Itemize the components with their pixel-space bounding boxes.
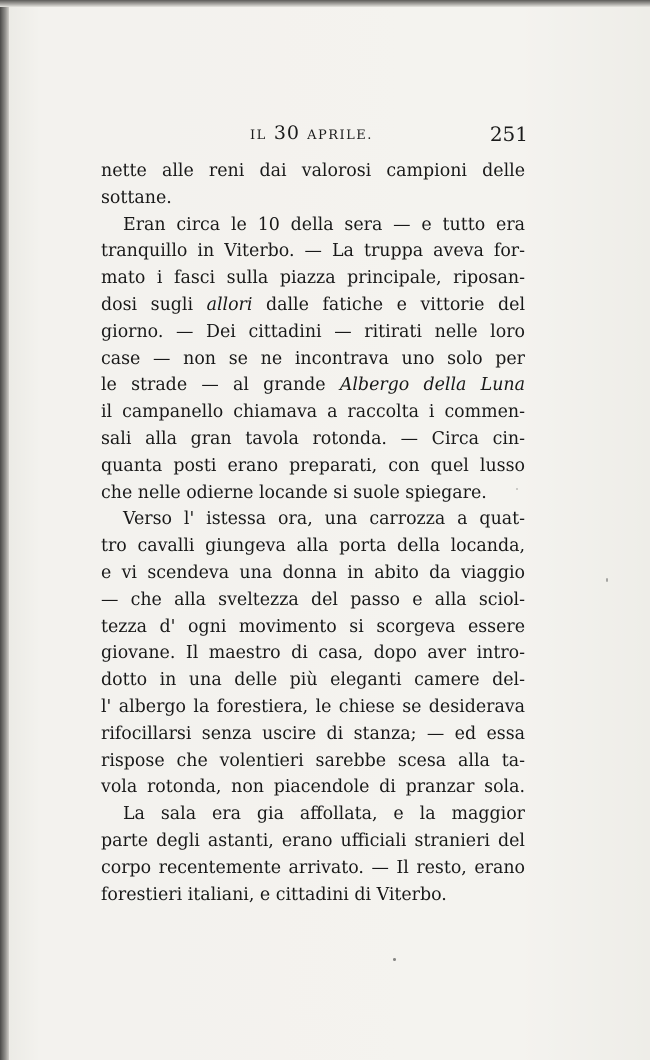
- text-line: sali alla gran tavola rotonda. — Circa cin-: [101, 428, 525, 449]
- text-line: Verso l' istessa ora, una carrozza a quat-: [123, 509, 525, 530]
- text-line: — che alla sveltezza del passo e alla sciol-: [101, 589, 525, 610]
- text-line: forestieri italiani, e cittadini di Viterbo.: [101, 884, 447, 905]
- text-line: tro cavalli giungeva alla porta della locanda,: [101, 536, 525, 557]
- text-line: nette alle reni dai valorosi campioni delle: [101, 161, 525, 181]
- page-gutter-shadow: [0, 0, 9, 1060]
- running-head-prefix: IL: [250, 128, 267, 143]
- text-line: mato i fasci sulla piazza principale, riposan-: [101, 268, 525, 289]
- text-line: tranquillo in Viterbo. — La truppa aveva for-: [101, 241, 525, 262]
- italic-phrase: Albergo della Luna: [339, 375, 525, 396]
- paper-speck: [393, 958, 396, 961]
- text-segment: dosi sugli: [101, 294, 207, 315]
- text-line: il campanello chiamava a raccolta i commen-: [101, 402, 525, 423]
- text-line: rispose che volentieri sarebbe scesa alla ta-: [101, 750, 525, 771]
- text-line: vola rotonda, non piacendole di pranzar sola.: [101, 777, 525, 798]
- text-segment: dalle fatiche e vittorie del: [252, 294, 526, 315]
- text-line: La sala era gia affollata, e la maggior: [123, 804, 525, 825]
- text-line: Eran circa le 10 della sera — e tutto era: [123, 214, 525, 235]
- text-line: corpo recentemente arrivato. — Il resto, erano: [101, 857, 525, 878]
- text-line: dotto in una delle più eleganti camere del-: [101, 670, 525, 691]
- text-line: [101, 372, 525, 399]
- paper-speck: [606, 578, 608, 582]
- text-line: giorno. — Dei cittadini — ritirati nelle loro: [101, 321, 525, 342]
- text-line: e vi scendeva una donna in abito da viaggio: [101, 562, 525, 583]
- text-line: l' albergo la forestiera, le chiese se desiderava: [101, 696, 525, 717]
- text-segment: le strade — al grande: [101, 375, 340, 396]
- text-line: parte degli astanti, erano ufficiali stranieri del: [101, 830, 525, 851]
- body-text: [101, 158, 525, 908]
- text-line: quanta posti erano preparati, con quel lusso: [101, 455, 525, 476]
- page-number: 251: [489, 122, 528, 146]
- page-header: [100, 122, 528, 152]
- running-head-month: APRILE.: [307, 128, 373, 143]
- page-top-edge: [0, 0, 650, 7]
- paper-speck: [516, 488, 518, 490]
- text-line: rifocillarsi senza uscire di stanza; — ed essa: [101, 723, 525, 744]
- text-line: sottane.: [101, 187, 172, 208]
- text-line: giovane. Il maestro di casa, dopo aver intro-: [101, 643, 525, 664]
- italic-phrase: allori: [206, 294, 253, 315]
- text-line: tezza d' ogni movimento si scorgeva essere: [101, 616, 525, 637]
- running-head-date: 30: [273, 122, 301, 144]
- running-head: [250, 122, 373, 144]
- text-line: che nelle odierne locande si suole spiegare.: [101, 482, 487, 503]
- text-line: [101, 292, 525, 319]
- text-line: case — non se ne incontrava uno solo per: [101, 348, 525, 369]
